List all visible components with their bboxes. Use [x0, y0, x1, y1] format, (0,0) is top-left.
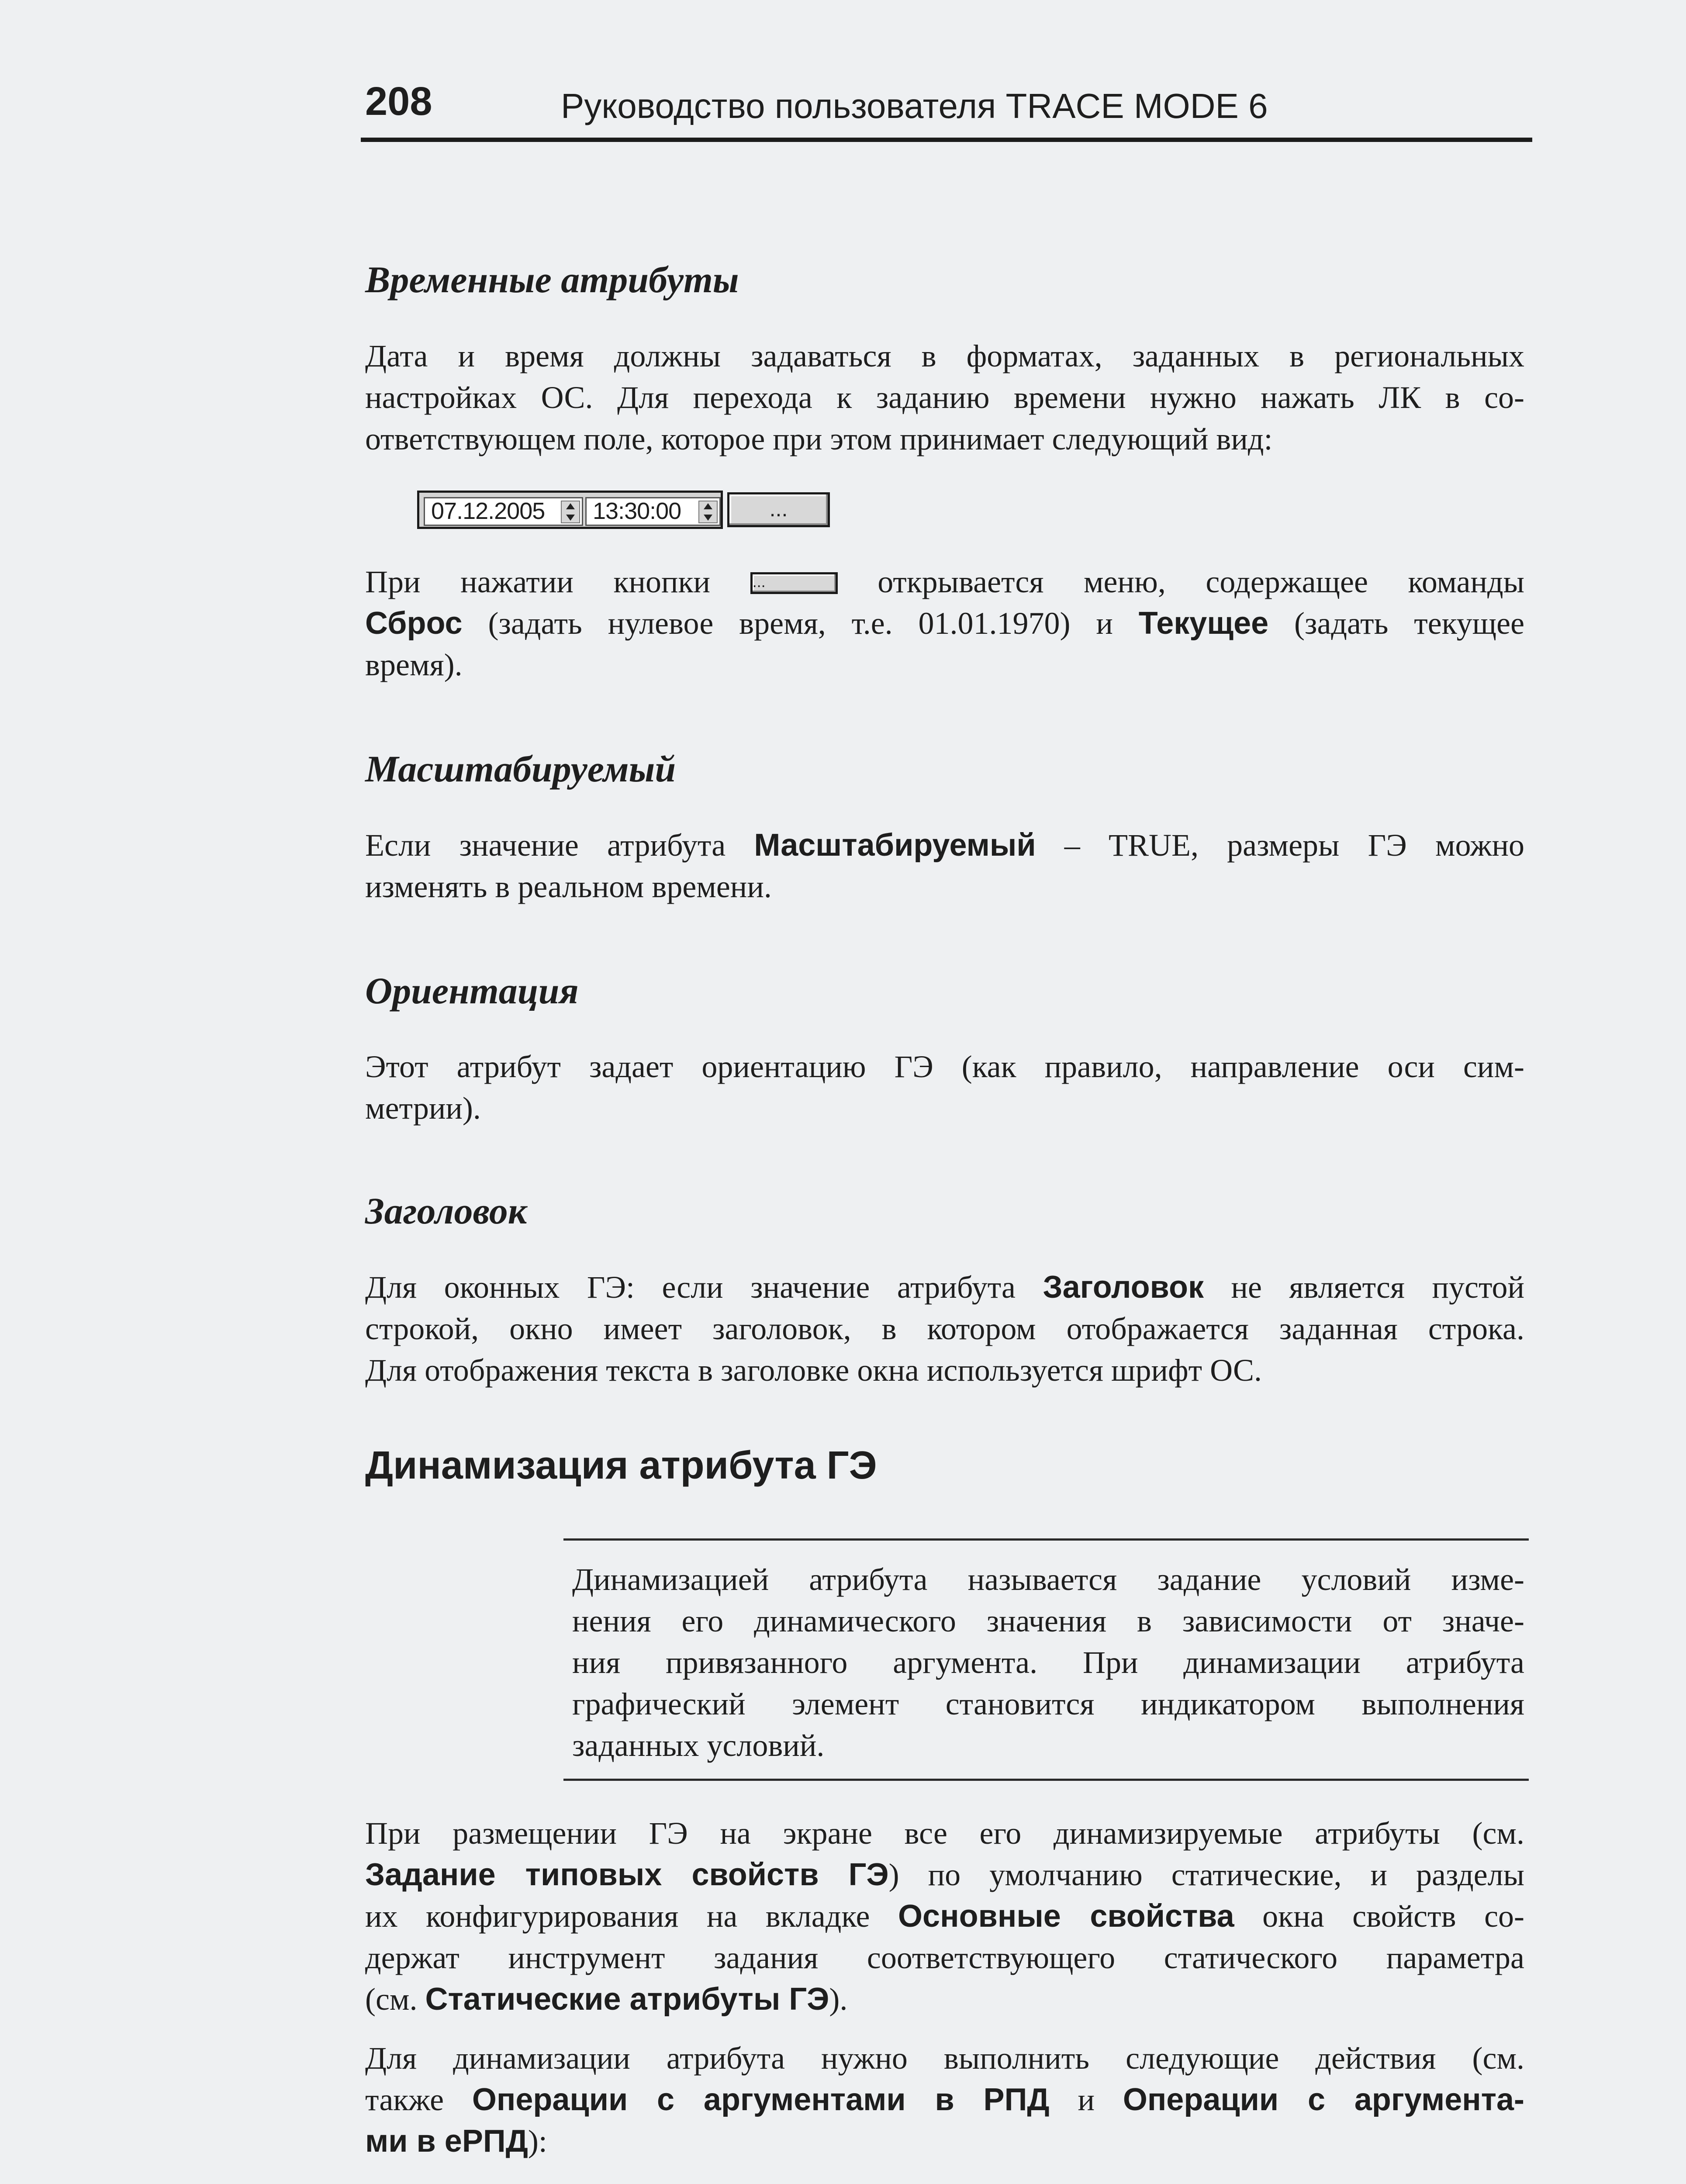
inline-menu-button-icon: ...	[750, 572, 838, 594]
paragraph-dynamization-default	[365, 1813, 1524, 2020]
page-header	[361, 76, 1532, 142]
datetime-widget	[417, 491, 845, 531]
running-title: Руководство пользователя TRACE MODE 6	[561, 86, 1268, 125]
current-command: Текущее	[1138, 606, 1269, 641]
link-static-attributes[interactable]: Статические атрибуты ГЭ	[425, 1982, 829, 2017]
date-field[interactable]	[424, 497, 583, 526]
text-line: (см. Статические атрибуты ГЭ).	[365, 1982, 848, 2017]
text-line: держат инструмент задания соответствующего статического параметра	[365, 1940, 1524, 1975]
link-args-erpd[interactable]: Операции с аргумента-	[1123, 2082, 1525, 2117]
datetime-menu-button[interactable]: ...	[727, 492, 830, 527]
definition-box	[563, 1538, 1529, 1781]
text-line: ния привязанного аргумента. При динамизации атрибута	[572, 1645, 1524, 1680]
attr-title: Заголовок	[1043, 1270, 1204, 1305]
link-main-properties[interactable]: Основные свойства	[898, 1899, 1234, 1934]
text-line: Сброс (задать нулевое время, т.е. 01.01.1970) и Текущее (задать текущее	[365, 606, 1525, 641]
text-line: время).	[365, 647, 463, 682]
paragraph-time-menu	[365, 561, 1524, 686]
text-line: настройках ОС. Для перехода к заданию времени нужно нажать ЛК в со-	[365, 380, 1524, 415]
link-args-erpd-continued[interactable]: ми в еРПД	[365, 2124, 528, 2159]
heading-title-attribute: Заголовок	[365, 1190, 527, 1232]
paragraph-dynamization-steps	[365, 2038, 1524, 2162]
text-line: Для отображения текста в заголовке окна используется шрифт ОС.	[365, 1353, 1262, 1388]
link-typical-properties[interactable]: Задание типовых свойств ГЭ	[365, 1857, 889, 1892]
text-line: Для динамизации атрибута нужно выполнить следующие действия (см.	[365, 2041, 1524, 2076]
heading-scalable: Масштабируемый	[365, 748, 676, 790]
time-spinner-icon[interactable]	[698, 501, 718, 523]
text-line: их конфигурирования на вкладке Основные свойства окна свойств со-	[365, 1899, 1525, 1934]
datetime-frame	[417, 491, 723, 529]
paragraph-title-attribute	[365, 1267, 1524, 1391]
text-line: Если значение атрибута Масштабируемый – TRUE, размеры ГЭ можно	[365, 828, 1524, 863]
paragraph-time-format	[365, 335, 1524, 460]
page-number: 208	[365, 79, 432, 124]
text-line: графический элемент становится индикатором выполнения	[572, 1686, 1524, 1721]
text-line: нения его динамического значения в зависимости от значе-	[572, 1603, 1524, 1638]
heading-orientation: Ориентация	[365, 970, 579, 1012]
text-line: Динамизацией атрибута называется задание условий изме-	[572, 1562, 1524, 1597]
heading-time-attributes: Временные атрибуты	[365, 259, 739, 301]
paragraph-scalable	[365, 825, 1524, 908]
section-heading-dynamization: Динамизация атрибута ГЭ	[365, 1444, 877, 1487]
text-line: ответствующем поле, которое при этом принимает следующий вид:	[365, 422, 1273, 456]
text-line: Дата и время должны задаваться в форматах, заданных в региональных	[365, 339, 1524, 373]
time-value: 13:30:00	[593, 498, 681, 524]
text-line: строкой, окно имеет заголовок, в котором отображается заданная строка.	[365, 1311, 1524, 1346]
reset-command: Сброс	[365, 606, 463, 641]
time-field[interactable]	[585, 497, 721, 526]
text-line: заданных условий.	[572, 1728, 825, 1763]
date-value: 07.12.2005	[431, 498, 545, 524]
text-line: метрии).	[365, 1091, 481, 1126]
text-line: Задание типовых свойств ГЭ) по умолчанию статические, и разделы	[365, 1857, 1525, 1892]
text-line: ми в еРПД):	[365, 2124, 547, 2159]
text-line: Для оконных ГЭ: если значение атрибута Заголовок не является пустой	[365, 1270, 1525, 1305]
text-line: Этот атрибут задает ориентацию ГЭ (как правило, направление оси сим-	[365, 1049, 1524, 1084]
paragraph-orientation	[365, 1046, 1524, 1129]
text-line: также Операции с аргументами в РПД и Операции с аргумента-	[365, 2082, 1525, 2117]
text-line: При размещении ГЭ на экране все его динамизируемые атрибуты (см.	[365, 1816, 1524, 1851]
text-line: изменять в реальном времени.	[365, 869, 772, 904]
attr-scalable: Масштабируемый	[754, 828, 1036, 863]
definition-text	[572, 1559, 1524, 1766]
date-spinner-icon[interactable]	[561, 501, 580, 523]
text-line: При нажатии кнопки ... открывается меню, содержащее команды	[365, 564, 1525, 599]
link-args-rpd[interactable]: Операции с аргументами в РПД	[472, 2082, 1050, 2117]
